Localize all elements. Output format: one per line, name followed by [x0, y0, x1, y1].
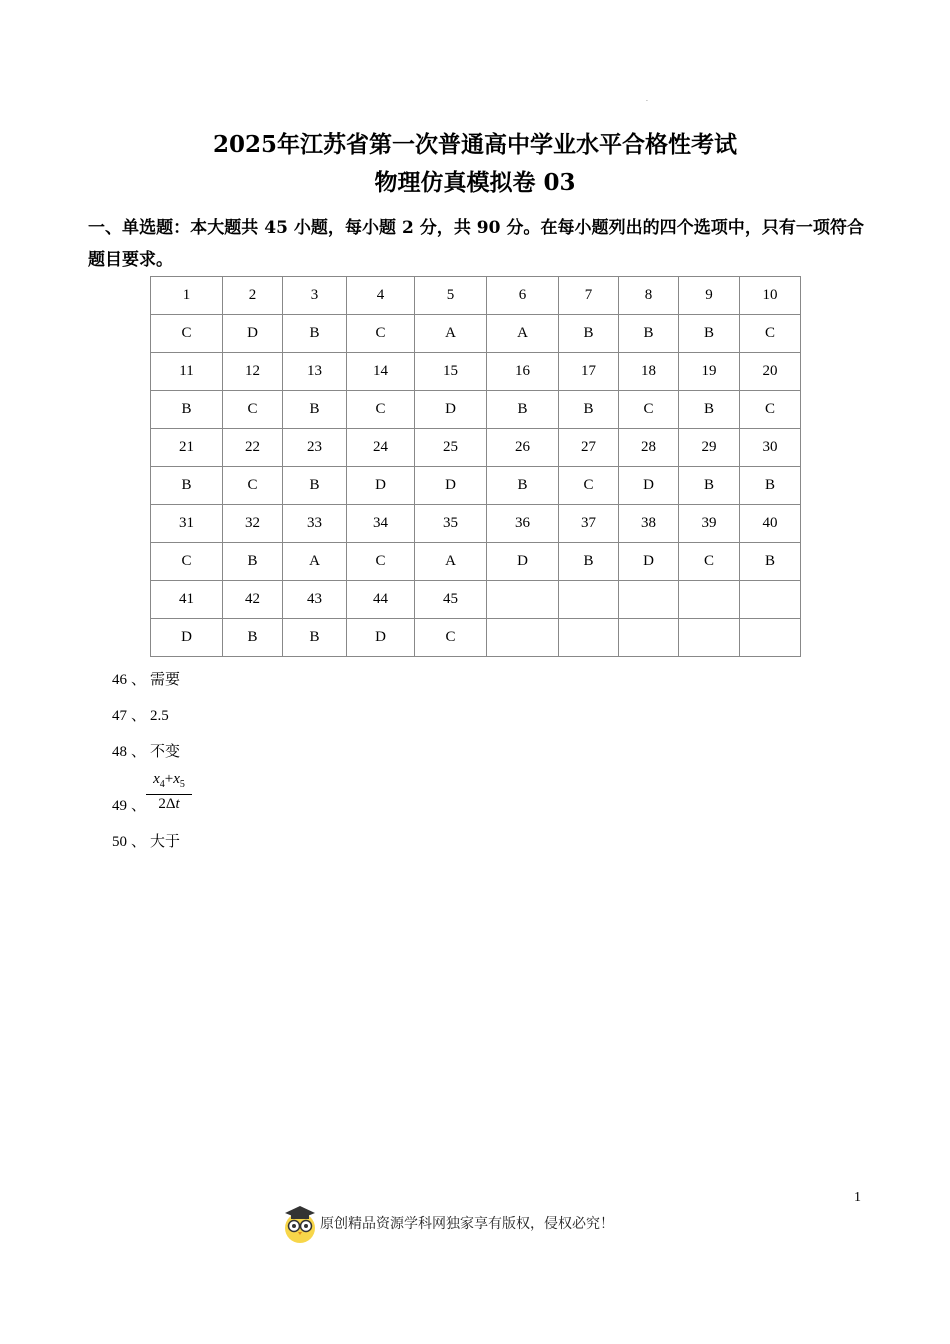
- question-number-cell: 31: [151, 505, 223, 543]
- question-number-cell: 25: [415, 429, 487, 467]
- answer-text: 大于: [150, 834, 181, 850]
- answer-cell: B: [487, 467, 559, 505]
- question-number-cell: 17: [559, 353, 619, 391]
- answer-46: [112, 668, 180, 689]
- answer-cell: C: [151, 315, 223, 353]
- answer-cell: D: [415, 467, 487, 505]
- question-number: 50: [112, 834, 127, 850]
- question-number-cell: 29: [679, 429, 740, 467]
- answer-cell: B: [559, 391, 619, 429]
- question-number-cell: 14: [347, 353, 415, 391]
- answer-cell: [619, 619, 679, 657]
- question-number-row: [151, 429, 801, 467]
- question-number-row: [151, 277, 801, 315]
- answer-cell: B: [283, 467, 347, 505]
- answer-cell: B: [740, 467, 801, 505]
- answer-text: 需要: [150, 672, 181, 688]
- answer-cell: D: [619, 543, 679, 581]
- question-number-cell: 6: [487, 277, 559, 315]
- question-number: 49: [112, 798, 127, 814]
- question-number-cell: 27: [559, 429, 619, 467]
- question-number-cell: 7: [559, 277, 619, 315]
- question-number-cell: [487, 581, 559, 619]
- stray-dot: .: [646, 96, 648, 103]
- question-number-cell: 13: [283, 353, 347, 391]
- answer-50: [112, 830, 180, 851]
- question-number-cell: 35: [415, 505, 487, 543]
- question-number-cell: 41: [151, 581, 223, 619]
- question-number-cell: 39: [679, 505, 740, 543]
- question-number-cell: 44: [347, 581, 415, 619]
- answer-cell: C: [679, 543, 740, 581]
- answer-48: [112, 740, 180, 761]
- question-number-cell: 11: [151, 353, 223, 391]
- answer-cell: C: [740, 315, 801, 353]
- answer-cell: C: [347, 391, 415, 429]
- copyright-notice: 原创精品资源学科网独家享有版权，侵权必究！: [320, 1216, 614, 1232]
- answer-cell: C: [740, 391, 801, 429]
- answer-cell: B: [619, 315, 679, 353]
- answer-cell: C: [223, 467, 283, 505]
- answer-row: [151, 543, 801, 581]
- question-number-cell: [559, 581, 619, 619]
- answer-cell: B: [283, 315, 347, 353]
- question-number-cell: 34: [347, 505, 415, 543]
- answer-row: [151, 391, 801, 429]
- answer-cell: B: [559, 315, 619, 353]
- question-number-cell: 8: [619, 277, 679, 315]
- fraction-denominator: 2Δt: [158, 796, 180, 812]
- exam-title: 2025年江苏省第一次普通高中学业水平合格性考试: [212, 131, 737, 158]
- question-number: 48: [112, 744, 127, 760]
- question-number-cell: 36: [487, 505, 559, 543]
- question-number-cell: 21: [151, 429, 223, 467]
- answer-cell: C: [347, 543, 415, 581]
- answer-cell: A: [415, 315, 487, 353]
- answer-row: [151, 315, 801, 353]
- answer-cell: C: [347, 315, 415, 353]
- question-number-cell: 12: [223, 353, 283, 391]
- question-number-row: [151, 353, 801, 391]
- answer-row: [151, 467, 801, 505]
- answer-cell: B: [487, 391, 559, 429]
- answer-cell: [740, 619, 801, 657]
- answer-text: 2.5: [150, 708, 169, 724]
- answer-cell: D: [347, 467, 415, 505]
- owl-mascot-icon: [282, 1202, 318, 1244]
- answer-cell: B: [740, 543, 801, 581]
- section-heading: 一、单选题：本大题共 45 小题，每小题 2 分，共 90 分。在每小题列出的四个选项中，只有一项符合题目要求。: [88, 218, 864, 270]
- question-number-cell: 45: [415, 581, 487, 619]
- question-number-cell: 28: [619, 429, 679, 467]
- question-number-cell: 37: [559, 505, 619, 543]
- question-number-cell: 16: [487, 353, 559, 391]
- answer-cell: D: [151, 619, 223, 657]
- question-number-cell: 9: [679, 277, 740, 315]
- separator: 、: [131, 798, 147, 814]
- answer-cell: B: [223, 619, 283, 657]
- question-number-cell: 43: [283, 581, 347, 619]
- answer-cell: [487, 619, 559, 657]
- separator: 、: [131, 834, 147, 850]
- answer-cell: D: [223, 315, 283, 353]
- answer-cell: B: [559, 543, 619, 581]
- question-number-cell: 5: [415, 277, 487, 315]
- separator: 、: [131, 672, 147, 688]
- answer-row: [151, 619, 801, 657]
- answer-cell: A: [415, 543, 487, 581]
- answer-cell: D: [415, 391, 487, 429]
- answer-cell: C: [559, 467, 619, 505]
- fraction-numerator: $x_4+x_5$: [146, 770, 192, 795]
- answer-cell: A: [487, 315, 559, 353]
- answer-cell: C: [151, 543, 223, 581]
- question-number-cell: 22: [223, 429, 283, 467]
- question-number-cell: [740, 581, 801, 619]
- answer-cell: D: [487, 543, 559, 581]
- separator: 、: [131, 708, 147, 724]
- answer-cell: B: [679, 391, 740, 429]
- answer-text: 不变: [150, 744, 181, 760]
- question-number-row: [151, 581, 801, 619]
- question-number-cell: 30: [740, 429, 801, 467]
- question-number-cell: 24: [347, 429, 415, 467]
- question-number-cell: 32: [223, 505, 283, 543]
- question-number-cell: 40: [740, 505, 801, 543]
- answer-table: [150, 276, 801, 657]
- answer-cell: [559, 619, 619, 657]
- question-number-cell: 15: [415, 353, 487, 391]
- answer-table-body: [151, 277, 801, 657]
- question-number: 47: [112, 708, 127, 724]
- answer-cell: B: [223, 543, 283, 581]
- answer-cell: [679, 619, 740, 657]
- separator: 、: [131, 744, 147, 760]
- answer-cell: D: [347, 619, 415, 657]
- question-number-cell: 3: [283, 277, 347, 315]
- question-number: 46: [112, 672, 127, 688]
- answer-49: [112, 794, 150, 815]
- answer-cell: B: [679, 467, 740, 505]
- answer-cell: B: [151, 391, 223, 429]
- answer-cell: D: [619, 467, 679, 505]
- exam-subtitle: 物理仿真模拟卷 03: [374, 169, 576, 196]
- question-number-cell: 4: [347, 277, 415, 315]
- question-number-cell: 2: [223, 277, 283, 315]
- question-number-cell: 1: [151, 277, 223, 315]
- answer-cell: C: [415, 619, 487, 657]
- question-number-cell: 42: [223, 581, 283, 619]
- fraction-formula: [146, 770, 192, 814]
- answer-cell: C: [223, 391, 283, 429]
- question-number-cell: 20: [740, 353, 801, 391]
- answer-cell: B: [679, 315, 740, 353]
- question-number-cell: 19: [679, 353, 740, 391]
- question-number-cell: 18: [619, 353, 679, 391]
- answer-cell: B: [151, 467, 223, 505]
- question-number-cell: 38: [619, 505, 679, 543]
- question-number-cell: [679, 581, 740, 619]
- answer-47: [112, 704, 169, 725]
- question-number-cell: 26: [487, 429, 559, 467]
- question-number-cell: [619, 581, 679, 619]
- footer: [282, 1202, 614, 1244]
- page-number: 1: [854, 1190, 861, 1205]
- question-number-row: [151, 505, 801, 543]
- question-number-cell: 23: [283, 429, 347, 467]
- question-number-cell: 33: [283, 505, 347, 543]
- question-number-cell: 10: [740, 277, 801, 315]
- answer-cell: C: [619, 391, 679, 429]
- answer-cell: A: [283, 543, 347, 581]
- answer-cell: B: [283, 391, 347, 429]
- answer-cell: B: [283, 619, 347, 657]
